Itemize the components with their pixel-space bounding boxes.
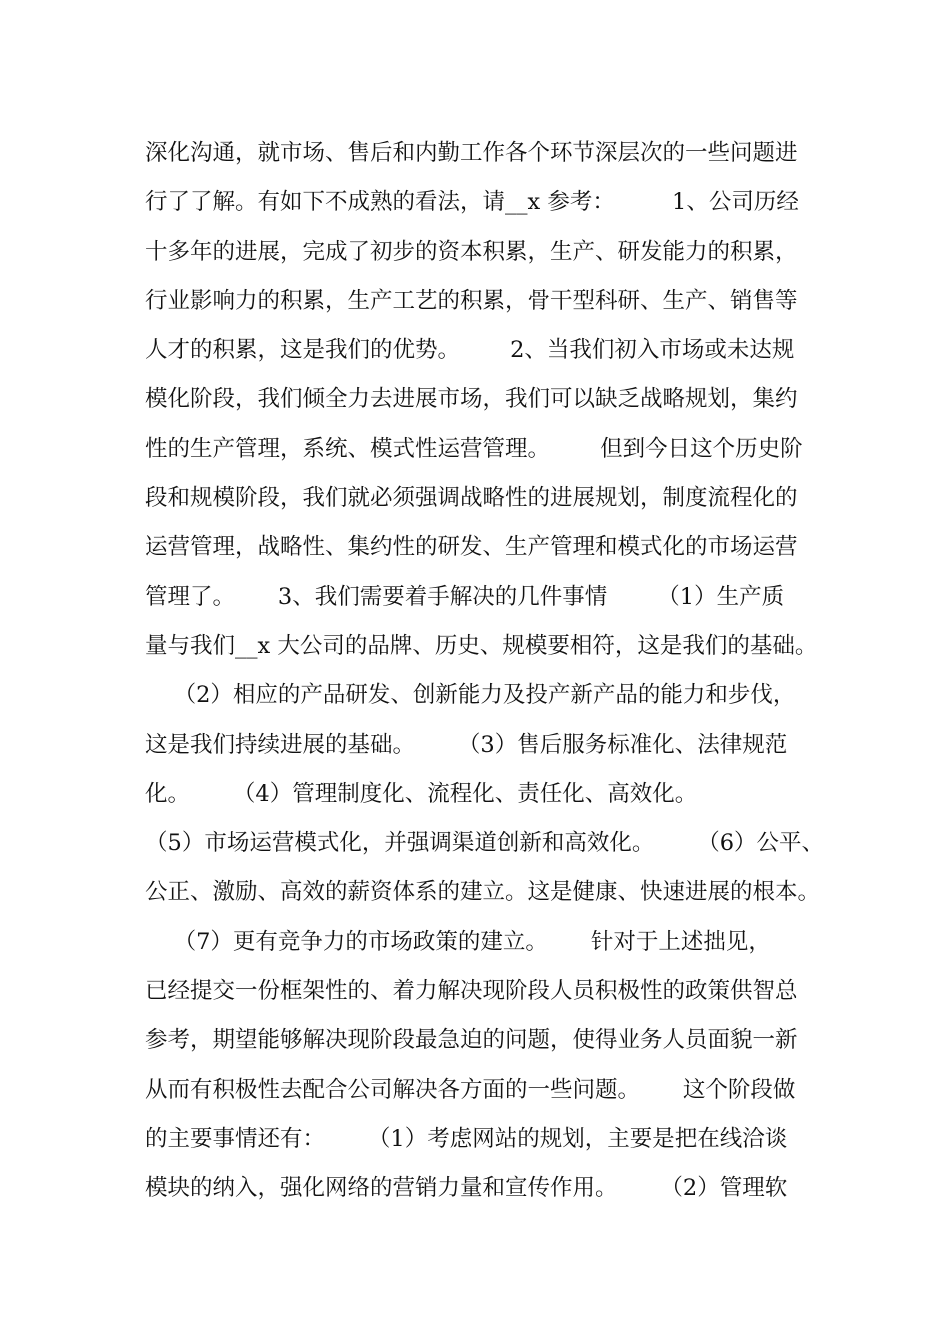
text-line: 参考，期望能够解决现阶段最急迫的问题，使得业务人员面貌一新 bbox=[145, 1027, 798, 1054]
text-line: 公正、激励、高效的薪资体系的建立。这是健康、快速进展的根本。 bbox=[145, 879, 821, 906]
text-line: 管理了。 3、我们需要着手解决的几件事情 （1）生产质 bbox=[145, 583, 785, 610]
body-text bbox=[145, 133, 825, 1218]
text-line: 化。 （4）管理制度化、流程化、责任化、高效化。 bbox=[145, 780, 698, 807]
text-line: 运营管理，战略性、集约性的研发、生产管理和模式化的市场运营 bbox=[145, 534, 798, 561]
text-line: 模块的纳入，强化网络的营销力量和宣传作用。 （2）管理软 bbox=[145, 1175, 788, 1202]
text-line: 量与我们__x 大公司的品牌、历史、规模要相符，这是我们的基础。 bbox=[145, 632, 818, 659]
text-line: 从而有积极性去配合公司解决各方面的一些问题。 这个阶段做 bbox=[145, 1076, 796, 1103]
text-line: 段和规模阶段，我们就必须强调战略性的进展规划，制度流程化的 bbox=[145, 485, 798, 512]
text-line: 行业影响力的积累，生产工艺的积累，骨干型科研、生产、销售等 bbox=[145, 287, 798, 314]
text-line: 人才的积累，这是我们的优势。 2、当我们初入市场或未达规 bbox=[145, 337, 795, 364]
text-line: （5）市场运营模式化，并强调渠道创新和高效化。 （6）公平、 bbox=[145, 830, 825, 857]
text-line: 这是我们持续进展的基础。 （3）售后服务标准化、法律规范 bbox=[145, 731, 788, 758]
text-line: 已经提交一份框架性的、着力解决现阶段人员积极性的政策供智总 bbox=[145, 978, 798, 1005]
text-line: 深化沟通，就市场、售后和内勤工作各个环节深层次的一些问题进 bbox=[145, 140, 798, 166]
text-line: （2）相应的产品研发、创新能力及投产新产品的能力和步伐， bbox=[145, 682, 796, 709]
text-line: 性的生产管理，系统、模式性运营管理。 但到今日这个历史阶 bbox=[145, 435, 803, 462]
text-line: 的主要事情还有： （1）考虑网站的规划，主要是把在线洽谈 bbox=[145, 1125, 788, 1152]
text-line: 行了了解。有如下不成熟的看法，请__x 参考： 1、公司历经 bbox=[145, 189, 799, 216]
text-line: 模化阶段，我们倾全力去进展市场，我们可以缺乏战略规划，集约 bbox=[145, 386, 798, 413]
text-line: 十多年的进展，完成了初步的资本积累，生产、研发能力的积累， bbox=[145, 238, 798, 265]
text-line: （7）更有竞争力的市场政策的建立。 针对于上述拙见， bbox=[145, 928, 771, 955]
